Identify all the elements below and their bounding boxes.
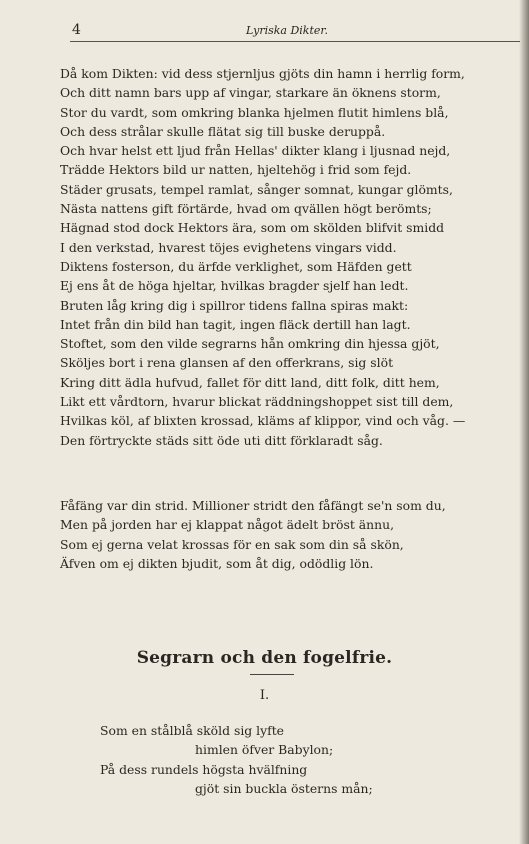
- poem-line: Stor du vardt, som omkring blanka hjelmen flutit himlens blå,: [60, 104, 449, 120]
- poem-line: I den verkstad, hvarest töjes evighetens vingars vidd.: [60, 239, 397, 255]
- poem-line: Hägnad stod dock Hektors ära, som om skölden blifvit smidd: [60, 220, 445, 236]
- poem-line: Som ej gerna velat krossas för en sak som din så skön,: [60, 536, 404, 552]
- header-rule: [70, 41, 520, 42]
- poem-line: Hvilkas köl, af blixten krossad, kläms af klippor, vind och våg. —: [60, 413, 466, 429]
- poem-line: Intet från din bild han tagit, ingen fläck dertill han lagt.: [60, 316, 411, 332]
- poem-line: Sköljes bort i rena glansen af den offerkrans, sig slöt: [60, 355, 394, 371]
- stanza-3: [100, 721, 500, 798]
- poem-line: Stoftet, som den vilde segrarns hån omkring din hjessa gjöt,: [60, 336, 440, 352]
- poem-line: himlen öfver Babylon;: [195, 742, 334, 758]
- poem-line: Då kom Dikten: vid dess stjernljus gjöts din hamn i herrlig form,: [60, 66, 465, 81]
- poem-line: Städer grusats, tempel ramlat, sånger somnat, kungar glömts,: [60, 181, 453, 197]
- poem-line: På dess rundels högsta hvälfning: [100, 761, 308, 777]
- poem-line: Och dess strålar skulle flätat sig till buske deruppå.: [60, 123, 386, 139]
- poem-line: Likt ett vårdtorn, hvarur blickat räddningshoppet sist till dem,: [60, 394, 454, 410]
- poem-line: Äfven om ej dikten bjudit, som åt dig, odödlig lön.: [60, 555, 374, 571]
- stanza-1: [60, 64, 522, 450]
- poem-line: Men på jorden har ej klappat något ädelt bröst ännu,: [60, 517, 395, 533]
- poem-line: Diktens fosterson, du ärfde verklighet, som Häfden gett: [60, 258, 412, 274]
- poem-line: Fåfäng var din strid. Millioner stridt den fåfängt se'n som du,: [60, 498, 446, 513]
- section-rule: [250, 674, 294, 675]
- stanza-2: [60, 496, 522, 573]
- poem-line: Kring ditt ädla hufvud, fallet för ditt land, ditt folk, ditt hem,: [60, 374, 440, 390]
- poem-line: Som en stålblå sköld sig lyfte: [100, 723, 285, 738]
- page-edge-shadow: [519, 0, 529, 844]
- poem-line: Trädde Hektors bild ur natten, hjeltehög i frid som fejd.: [60, 162, 412, 178]
- section-title: Segrarn och den fogelfrie.: [136, 648, 393, 668]
- section-number: I.: [259, 688, 270, 703]
- poem-line: Och ditt namn bars upp af vingar, starkare än öknens storm,: [60, 85, 441, 101]
- poem-line: Bruten låg kring dig i spillror tidens fallna spiras makt:: [60, 297, 409, 313]
- page-header: [0, 22, 529, 40]
- poem-line: Den förtryckte städs sitt öde uti ditt förklaradt såg.: [60, 432, 383, 448]
- poem-line: Ej ens åt de höga hjeltar, hvilkas bragder sjelf han ledt.: [60, 278, 409, 294]
- poem-line: Och hvar helst ett ljud från Hellas' dikter klang i ljusnad nejd,: [60, 143, 451, 159]
- page-number: 4: [72, 22, 81, 38]
- poem-line: Nästa nattens gift förtärde, hvad om qvällen högt berömts;: [60, 201, 432, 217]
- poem-line: gjöt sin buckla österns mån;: [195, 780, 373, 796]
- running-title: Lyriska Dikter.: [246, 24, 328, 37]
